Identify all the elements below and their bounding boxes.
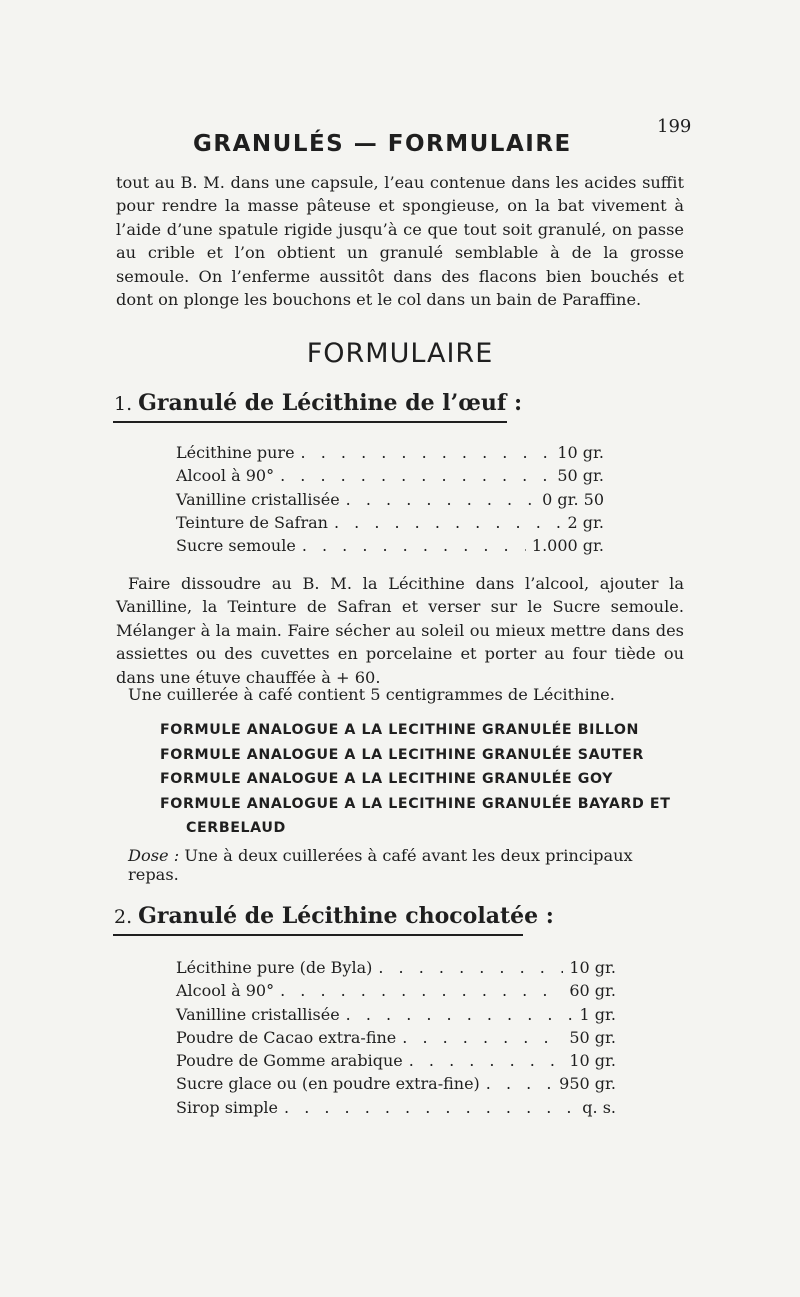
recipe-1-number: 1. [114, 393, 133, 415]
ingredient-quantity: 1 gr. [579, 1004, 616, 1024]
ingredient-row [176, 956, 616, 979]
ingredient-quantity: 50 gr. [557, 466, 604, 486]
intro-paragraph: tout au B. M. dans une capsule, l’eau contenue dans les acides suffit pour rendre la masse pâteuse et spongieuse, on la bat vivement à l’aide d’une spatule rigide jusqu’à ce que tout soit granulé, on passe au crible et l’on obtient un granulé semblable à de la grosse semoule. On l’enferme aussitôt dans des flacons bien bouchés et dont on plonge les bouchons et le col dans un bain de Paraffine. [116, 173, 684, 310]
recipe-1-ingredients [176, 441, 604, 557]
ingredient-row [176, 534, 604, 557]
ingredient-row [176, 1003, 616, 1026]
recipe-1-note: Une cuillerée à café contient 5 centigrammes de Lécithine. [128, 685, 615, 704]
section-title: FORMULAIRE [306, 338, 494, 369]
recipe-2-underline [113, 934, 523, 936]
ingredient-quantity: 10 gr. [569, 1051, 616, 1071]
recipe-1-underline [113, 421, 507, 423]
leader-dots [280, 979, 563, 1002]
leader-dots [280, 464, 551, 487]
ingredient-row [176, 1026, 616, 1049]
ingredient-row [176, 1096, 616, 1119]
ingredient-quantity: 2 gr. [567, 512, 604, 532]
ingredient-name: Teinture de Safran [176, 512, 328, 532]
analogue-formula: FORMULE ANALOGUE A LA LECITHINE GRANULÉE SAUTER [160, 746, 644, 763]
ingredient-quantity: 10 gr. [557, 443, 604, 462]
ingredient-name: Sucre semoule [176, 536, 296, 556]
ingredient-quantity: 0 gr. 50 [542, 489, 604, 509]
leader-dots [334, 511, 562, 534]
analogue-formula: CERBELAUD [186, 820, 286, 836]
ingredient-quantity: 10 gr. [569, 958, 616, 977]
running-title: GRANULÉS — FORMULAIRE [193, 131, 572, 157]
ingredient-row [176, 1049, 616, 1072]
recipe-2-ingredients [176, 956, 616, 1119]
leader-dots [302, 534, 526, 557]
ingredient-quantity: 60 gr. [569, 981, 616, 1001]
dose-label: Dose : [128, 846, 180, 865]
recipe-1-dose [128, 846, 688, 884]
ingredient-quantity: 950 gr. [559, 1074, 616, 1094]
leader-dots [301, 441, 552, 464]
leader-dots [346, 488, 536, 511]
ingredient-name: Sirop simple [176, 1097, 279, 1117]
ingredient-row [176, 488, 604, 511]
leader-dots [402, 1026, 563, 1049]
leader-dots [409, 1049, 564, 1072]
leader-dots [486, 1072, 553, 1095]
ingredient-row [176, 979, 616, 1002]
leader-dots [284, 1096, 576, 1119]
leader-dots [346, 1003, 574, 1026]
ingredient-quantity: 1.000 gr. [531, 536, 604, 556]
ingredient-name: Alcool à 90° [176, 466, 275, 486]
leader-dots [378, 956, 563, 979]
dose-text: Une à deux cuillerées à café avant les deux principaux repas. [128, 846, 633, 884]
ingredient-row [176, 464, 604, 487]
ingredient-row [176, 511, 604, 534]
analogue-formulas [160, 718, 680, 841]
ingredient-name: Sucre glace ou (en poudre extra-fine) [176, 1074, 480, 1094]
ingredient-row [176, 1072, 616, 1095]
ingredient-name: Lécithine pure (de Byla) [176, 958, 373, 977]
analogue-formula: FORMULE ANALOGUE A LA LECITHINE GRANULÉE BILLON [160, 722, 639, 738]
ingredient-name: Alcool à 90° [176, 981, 275, 1001]
ingredient-name: Lécithine pure [176, 443, 295, 462]
page-number: 199 [657, 116, 692, 137]
ingredient-name: Poudre de Gomme arabique [176, 1051, 403, 1071]
recipe-1-method: Faire dissoudre au B. M. la Lécithine dans l’alcool, ajouter la Vanilline, la Teinture de Safran et verser sur le Sucre semoule. Mélanger à la main. Faire sécher au soleil ou mieux mettre dans des assiettes ou des cuvettes en porcelaine et porter au four tiède ou dans une étuve chauffée à + 60. [116, 574, 684, 687]
recipe-2-title: Granulé de Lécithine chocolatée : [138, 903, 554, 929]
recipe-1-title: Granulé de Lécithine de l’œuf : [138, 390, 523, 416]
analogue-formula: FORMULE ANALOGUE A LA LECITHINE GRANULÉE GOY [160, 771, 614, 787]
ingredient-name: Vanilline cristallisée [176, 1004, 340, 1024]
ingredient-row [176, 441, 604, 464]
recipe-2-number: 2. [114, 906, 133, 928]
recipe-1-heading [114, 390, 522, 416]
recipe-2-heading [114, 903, 554, 929]
ingredient-name: Poudre de Cacao extra-fine [176, 1027, 397, 1047]
ingredient-quantity: 50 gr. [569, 1027, 616, 1047]
analogue-formula: FORMULE ANALOGUE A LA LECITHINE GRANULÉE BAYARD ET [160, 795, 671, 812]
ingredient-quantity: q. s. [582, 1097, 616, 1117]
ingredient-name: Vanilline cristallisée [176, 489, 340, 509]
